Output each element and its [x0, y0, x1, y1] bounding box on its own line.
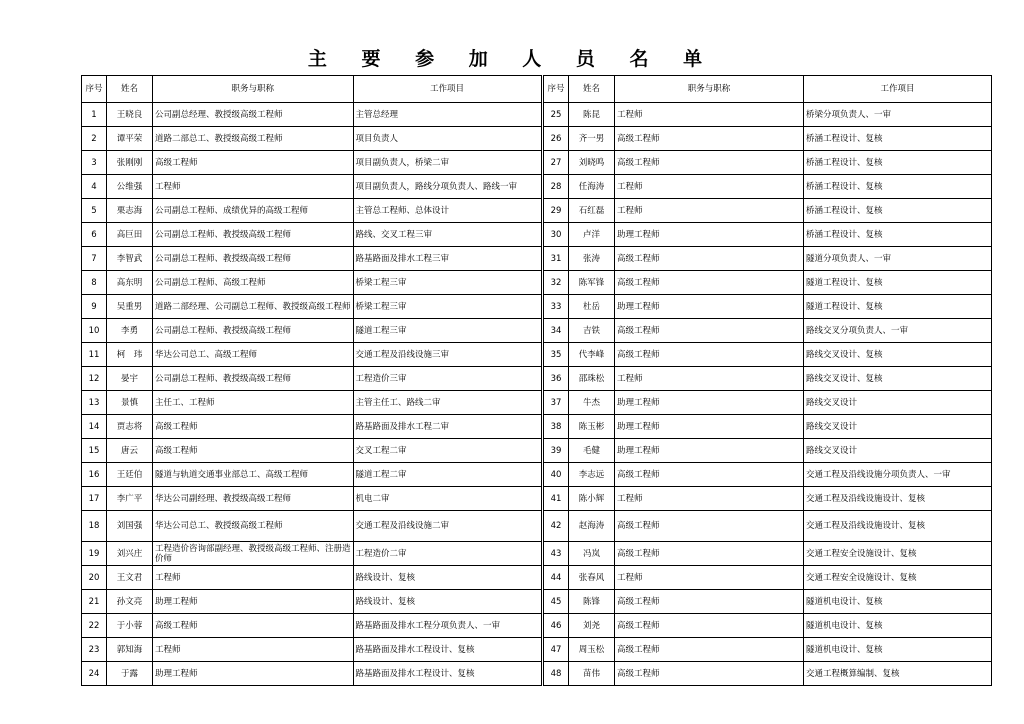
cell-work: 项目负责人 — [353, 127, 541, 151]
cell-no: 25 — [544, 103, 569, 127]
cell-name: 栗志海 — [107, 199, 153, 223]
cell-no: 15 — [82, 439, 107, 463]
cell-work: 路线交叉设计 — [804, 439, 992, 463]
cell-work: 交通工程安全设施设计、复核 — [804, 566, 992, 590]
cell-work: 桥涵工程设计、复核 — [804, 151, 992, 175]
cell-title: 华达公司总工、教授级高级工程师 — [153, 511, 354, 542]
table-row — [82, 199, 542, 223]
cell-no: 9 — [82, 295, 107, 319]
cell-no: 4 — [82, 175, 107, 199]
table-row — [544, 463, 992, 487]
cell-title: 高级工程师 — [615, 247, 804, 271]
cell-title: 工程师 — [615, 199, 804, 223]
cell-work: 路基路面及排水工程设计、复核 — [353, 638, 541, 662]
cell-work: 路线交叉分项负责人、一审 — [804, 319, 992, 343]
cell-no: 48 — [544, 662, 569, 686]
header-name: 姓名 — [107, 76, 153, 103]
cell-title: 公司副总工程师、教授级高级工程师 — [153, 223, 354, 247]
cell-work: 路线设计、复核 — [353, 566, 541, 590]
cell-no: 45 — [544, 590, 569, 614]
cell-name: 任海涛 — [569, 175, 615, 199]
cell-name: 吉铁 — [569, 319, 615, 343]
cell-title: 高级工程师 — [153, 439, 354, 463]
cell-name: 刘尧 — [569, 614, 615, 638]
cell-name: 赵海涛 — [569, 511, 615, 542]
cell-work: 路线交叉设计、复核 — [804, 343, 992, 367]
cell-no: 1 — [82, 103, 107, 127]
table-row — [544, 415, 992, 439]
cell-no: 47 — [544, 638, 569, 662]
cell-title: 高级工程师 — [615, 542, 804, 566]
cell-no: 40 — [544, 463, 569, 487]
cell-work: 项目副负责人，路线分项负责人、路线一审 — [353, 175, 541, 199]
table-row — [82, 511, 542, 542]
cell-name: 王晓良 — [107, 103, 153, 127]
cell-work: 隧道工程设计、复核 — [804, 295, 992, 319]
table-row — [544, 638, 992, 662]
cell-title: 助理工程师 — [153, 662, 354, 686]
cell-work: 桥梁分项负责人、一审 — [804, 103, 992, 127]
personnel-table-left — [81, 75, 542, 686]
cell-work: 隧道机电设计、复核 — [804, 638, 992, 662]
cell-title: 道路二部经理、公司副总工程师、教授级高级工程师 — [153, 295, 354, 319]
cell-work: 路线交叉设计、复核 — [804, 367, 992, 391]
cell-no: 46 — [544, 614, 569, 638]
cell-name: 李智武 — [107, 247, 153, 271]
cell-title: 工程师 — [615, 175, 804, 199]
cell-name: 邵珠松 — [569, 367, 615, 391]
cell-name: 张春风 — [569, 566, 615, 590]
cell-name: 毛健 — [569, 439, 615, 463]
table-row — [82, 343, 542, 367]
table-row — [82, 223, 542, 247]
cell-work: 桥涵工程设计、复核 — [804, 199, 992, 223]
cell-no: 5 — [82, 199, 107, 223]
cell-no: 19 — [82, 542, 107, 566]
cell-title: 助理工程师 — [615, 391, 804, 415]
cell-name: 杜岳 — [569, 295, 615, 319]
table-row — [544, 662, 992, 686]
cell-work: 主管总经理 — [353, 103, 541, 127]
cell-title: 工程师 — [153, 566, 354, 590]
table-row — [544, 295, 992, 319]
table-row — [544, 439, 992, 463]
cell-name: 代李峰 — [569, 343, 615, 367]
cell-no: 31 — [544, 247, 569, 271]
cell-title: 高级工程师 — [615, 638, 804, 662]
cell-no: 8 — [82, 271, 107, 295]
table-row — [82, 542, 542, 566]
cell-name: 景慎 — [107, 391, 153, 415]
cell-title: 高级工程师 — [615, 511, 804, 542]
table-row — [82, 247, 542, 271]
cell-name: 谭平荣 — [107, 127, 153, 151]
cell-name: 陈玉彬 — [569, 415, 615, 439]
cell-title: 高级工程师 — [153, 614, 354, 638]
table-row — [544, 367, 992, 391]
table-row — [82, 439, 542, 463]
table-row — [544, 127, 992, 151]
cell-work: 工程造价三审 — [353, 367, 541, 391]
cell-no: 18 — [82, 511, 107, 542]
cell-no: 41 — [544, 487, 569, 511]
table-row — [82, 463, 542, 487]
cell-work: 交通工程及沿线设施设计、复核 — [804, 487, 992, 511]
cell-no: 13 — [82, 391, 107, 415]
cell-no: 24 — [82, 662, 107, 686]
cell-title: 华达公司总工、高级工程师 — [153, 343, 354, 367]
cell-name: 高东明 — [107, 271, 153, 295]
cell-name: 吴重男 — [107, 295, 153, 319]
cell-no: 2 — [82, 127, 107, 151]
table-row — [82, 638, 542, 662]
cell-name: 郭知海 — [107, 638, 153, 662]
cell-no: 23 — [82, 638, 107, 662]
cell-work: 隧道分项负责人、一审 — [804, 247, 992, 271]
cell-work: 隧道工程三审 — [353, 319, 541, 343]
cell-name: 晏宇 — [107, 367, 153, 391]
cell-title: 工程师 — [615, 367, 804, 391]
cell-name: 李广平 — [107, 487, 153, 511]
cell-no: 38 — [544, 415, 569, 439]
cell-title: 隧道与轨道交通事业部总工、高级工程师 — [153, 463, 354, 487]
table-row — [544, 223, 992, 247]
cell-name: 李志远 — [569, 463, 615, 487]
cell-work: 项目副负责人，桥梁二审 — [353, 151, 541, 175]
cell-no: 21 — [82, 590, 107, 614]
cell-name: 苗伟 — [569, 662, 615, 686]
cell-name: 柯 玮 — [107, 343, 153, 367]
cell-no: 14 — [82, 415, 107, 439]
cell-no: 30 — [544, 223, 569, 247]
cell-title: 高级工程师 — [615, 343, 804, 367]
table-row — [544, 590, 992, 614]
table-row — [544, 566, 992, 590]
cell-no: 11 — [82, 343, 107, 367]
cell-name: 李勇 — [107, 319, 153, 343]
cell-work: 路线交叉设计 — [804, 415, 992, 439]
cell-work: 隧道工程设计、复核 — [804, 271, 992, 295]
table-row — [82, 391, 542, 415]
cell-no: 33 — [544, 295, 569, 319]
cell-name: 于露 — [107, 662, 153, 686]
cell-no: 12 — [82, 367, 107, 391]
cell-name: 齐一男 — [569, 127, 615, 151]
cell-title: 工程师 — [153, 175, 354, 199]
header-no: 序号 — [82, 76, 107, 103]
cell-name: 张刚刚 — [107, 151, 153, 175]
cell-title: 道路二部总工、教授级高级工程师 — [153, 127, 354, 151]
cell-no: 27 — [544, 151, 569, 175]
cell-work: 交通工程安全设施设计、复核 — [804, 542, 992, 566]
cell-title: 工程师 — [615, 103, 804, 127]
cell-title: 主任工、工程师 — [153, 391, 354, 415]
cell-title: 公司副总经理、教授级高级工程师 — [153, 103, 354, 127]
cell-title: 助理工程师 — [615, 415, 804, 439]
cell-name: 张涛 — [569, 247, 615, 271]
table-row — [82, 271, 542, 295]
cell-work: 桥涵工程设计、复核 — [804, 223, 992, 247]
cell-title: 高级工程师 — [153, 151, 354, 175]
cell-title: 高级工程师 — [615, 127, 804, 151]
cell-work: 机电二审 — [353, 487, 541, 511]
cell-no: 16 — [82, 463, 107, 487]
cell-name: 刘晓鸣 — [569, 151, 615, 175]
cell-work: 隧道机电设计、复核 — [804, 590, 992, 614]
cell-name: 高巨田 — [107, 223, 153, 247]
table-row — [544, 391, 992, 415]
cell-name: 冯岚 — [569, 542, 615, 566]
cell-no: 43 — [544, 542, 569, 566]
cell-name: 王文君 — [107, 566, 153, 590]
cell-no: 10 — [82, 319, 107, 343]
cell-name: 刘兴庄 — [107, 542, 153, 566]
cell-name: 陈昆 — [569, 103, 615, 127]
cell-work: 路基路面及排水工程设计、复核 — [353, 662, 541, 686]
header-title: 职务与职称 — [615, 76, 804, 103]
cell-work: 路基路面及排水工程三审 — [353, 247, 541, 271]
cell-title: 公司副总工程师、高级工程师 — [153, 271, 354, 295]
table-header-row — [544, 76, 992, 103]
cell-work: 主管主任工、路线二审 — [353, 391, 541, 415]
cell-work: 路基路面及排水工程分项负责人、一审 — [353, 614, 541, 638]
cell-no: 37 — [544, 391, 569, 415]
cell-work: 交通工程及沿线设施二审 — [353, 511, 541, 542]
cell-no: 44 — [544, 566, 569, 590]
cell-title: 高级工程师 — [615, 151, 804, 175]
cell-no: 28 — [544, 175, 569, 199]
table-row — [544, 151, 992, 175]
table-row — [544, 343, 992, 367]
header-work: 工作项目 — [804, 76, 992, 103]
cell-title: 高级工程师 — [615, 662, 804, 686]
cell-no: 26 — [544, 127, 569, 151]
page-title: 主 要 参 加 人 员 名 单 — [307, 48, 717, 70]
cell-work: 路线设计、复核 — [353, 590, 541, 614]
header-name: 姓名 — [569, 76, 615, 103]
cell-name: 陈锋 — [569, 590, 615, 614]
cell-name: 牛杰 — [569, 391, 615, 415]
cell-title: 工程造价咨询部副经理、教授级高级工程师、注册造价师 — [153, 542, 354, 566]
cell-title: 助理工程师 — [615, 439, 804, 463]
cell-no: 29 — [544, 199, 569, 223]
cell-title: 公司副总工程师、成绩优异的高级工程师 — [153, 199, 354, 223]
table-row — [82, 175, 542, 199]
cell-work: 工程造价二审 — [353, 542, 541, 566]
table-row — [544, 103, 992, 127]
cell-work: 桥梁工程三审 — [353, 271, 541, 295]
cell-title: 公司副总工程师、教授级高级工程师 — [153, 319, 354, 343]
cell-work: 交通工程及沿线设施三审 — [353, 343, 541, 367]
cell-work: 交通工程概算编制、复核 — [804, 662, 992, 686]
cell-title: 公司副总工程师、教授级高级工程师 — [153, 247, 354, 271]
cell-title: 工程师 — [153, 638, 354, 662]
cell-no: 42 — [544, 511, 569, 542]
table-row — [82, 614, 542, 638]
cell-title: 助理工程师 — [615, 295, 804, 319]
cell-name: 卢洋 — [569, 223, 615, 247]
cell-no: 20 — [82, 566, 107, 590]
cell-no: 35 — [544, 343, 569, 367]
cell-work: 桥梁工程三审 — [353, 295, 541, 319]
cell-title: 助理工程师 — [615, 223, 804, 247]
cell-work: 路线交叉设计 — [804, 391, 992, 415]
cell-no: 6 — [82, 223, 107, 247]
header-no: 序号 — [544, 76, 569, 103]
cell-work: 交通工程及沿线设施分项负责人、一审 — [804, 463, 992, 487]
table-row — [82, 367, 542, 391]
cell-no: 36 — [544, 367, 569, 391]
cell-title: 高级工程师 — [615, 271, 804, 295]
cell-work: 桥涵工程设计、复核 — [804, 175, 992, 199]
cell-no: 17 — [82, 487, 107, 511]
cell-no: 39 — [544, 439, 569, 463]
table-header-row — [82, 76, 542, 103]
cell-work: 路线、交叉工程三审 — [353, 223, 541, 247]
cell-title: 工程师 — [615, 566, 804, 590]
table-row — [544, 319, 992, 343]
cell-name: 刘国强 — [107, 511, 153, 542]
cell-name: 陈军锋 — [569, 271, 615, 295]
table-row — [82, 566, 542, 590]
cell-name: 公维强 — [107, 175, 153, 199]
cell-name: 石红磊 — [569, 199, 615, 223]
cell-work: 主管总工程师、总体设计 — [353, 199, 541, 223]
cell-title: 高级工程师 — [153, 415, 354, 439]
cell-work: 桥涵工程设计、复核 — [804, 127, 992, 151]
cell-name: 孙文亮 — [107, 590, 153, 614]
table-row — [82, 662, 542, 686]
cell-work: 交通工程及沿线设施设计、复核 — [804, 511, 992, 542]
cell-no: 34 — [544, 319, 569, 343]
table-row — [82, 151, 542, 175]
table-row — [544, 199, 992, 223]
cell-work: 隧道机电设计、复核 — [804, 614, 992, 638]
cell-title: 公司副总工程师、教授级高级工程师 — [153, 367, 354, 391]
table-row — [82, 295, 542, 319]
table-row — [544, 247, 992, 271]
table-row — [82, 127, 542, 151]
cell-title: 高级工程师 — [615, 463, 804, 487]
cell-no: 7 — [82, 247, 107, 271]
table-row — [82, 487, 542, 511]
cell-name: 唐云 — [107, 439, 153, 463]
table-row — [82, 319, 542, 343]
cell-title: 华达公司副经理、教授级高级工程师 — [153, 487, 354, 511]
cell-name: 贾志将 — [107, 415, 153, 439]
header-work: 工作项目 — [353, 76, 541, 103]
cell-no: 22 — [82, 614, 107, 638]
cell-name: 王廷伯 — [107, 463, 153, 487]
cell-work: 隧道工程二审 — [353, 463, 541, 487]
table-row — [544, 487, 992, 511]
table-row — [82, 103, 542, 127]
table-row — [544, 511, 992, 542]
table-row — [544, 175, 992, 199]
cell-name: 于小蓉 — [107, 614, 153, 638]
cell-title: 高级工程师 — [615, 614, 804, 638]
table-row — [544, 614, 992, 638]
cell-title: 助理工程师 — [153, 590, 354, 614]
cell-work: 交叉工程二审 — [353, 439, 541, 463]
table-row — [82, 415, 542, 439]
cell-name: 周玉松 — [569, 638, 615, 662]
table-row — [82, 590, 542, 614]
table-row — [544, 542, 992, 566]
cell-name: 陈小辉 — [569, 487, 615, 511]
cell-title: 高级工程师 — [615, 590, 804, 614]
cell-title: 工程师 — [615, 487, 804, 511]
header-title: 职务与职称 — [153, 76, 354, 103]
cell-no: 3 — [82, 151, 107, 175]
cell-work: 路基路面及排水工程二审 — [353, 415, 541, 439]
cell-no: 32 — [544, 271, 569, 295]
cell-title: 高级工程师 — [615, 319, 804, 343]
personnel-table-right — [543, 75, 992, 686]
table-row — [544, 271, 992, 295]
